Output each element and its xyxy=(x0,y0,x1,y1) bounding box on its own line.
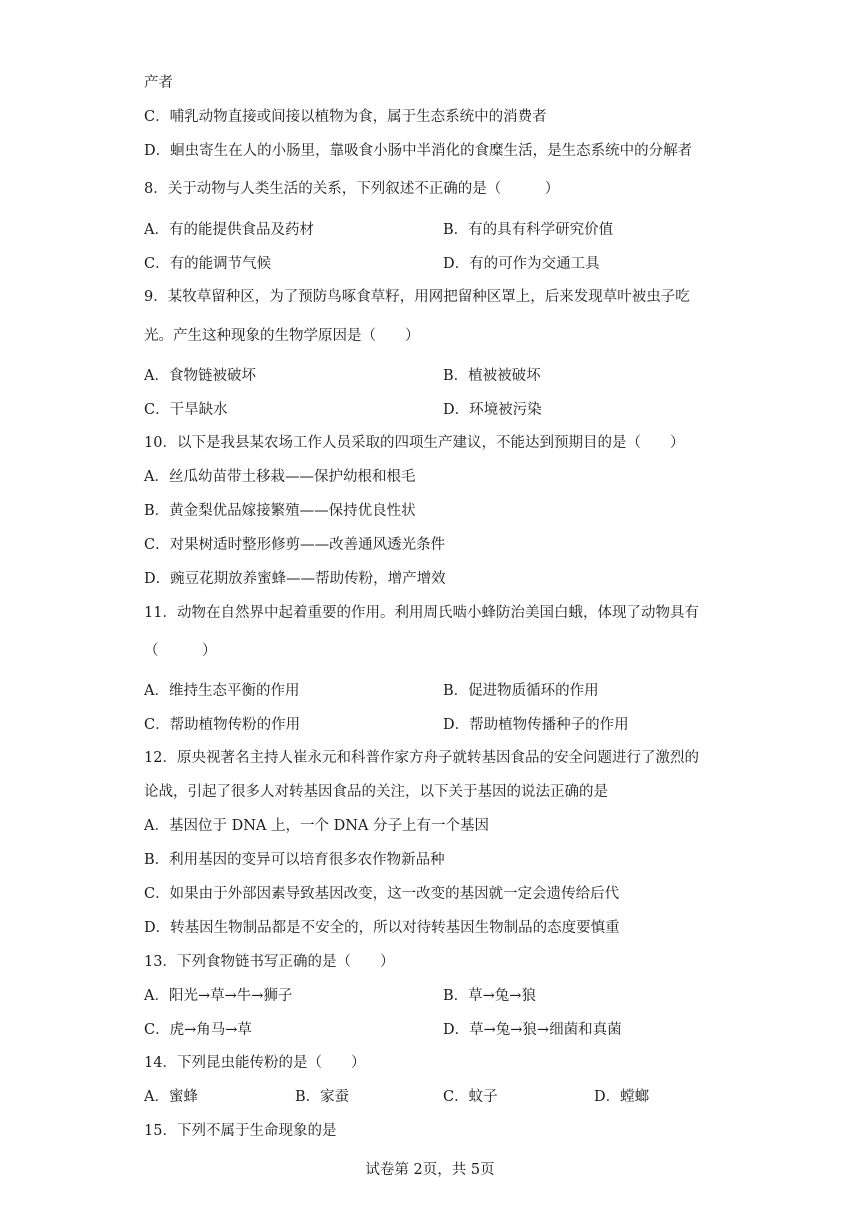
option-d: D．有的可作为交通工具 xyxy=(443,256,600,272)
question-9-cont: 光。产生这种现象的生物学原因是（ ） xyxy=(144,328,420,344)
option-d: D．转基因生物制品都是不安全的，所以对待转基因生物制品的态度要慎重 xyxy=(144,920,620,936)
question-11: 11．动物在自然界中起着重要的作用。利用周氏啮小蜂防治美国白蛾，体现了动物具有 xyxy=(144,605,699,621)
page-footer: 试卷第 2页，共 5页 xyxy=(365,1162,495,1178)
option-c: C．如果由于外部因素导致基因改变，这一改变的基因就一定会遗传给后代 xyxy=(144,886,620,902)
question-10: 10．以下是我县某农场工作人员采取的四项生产建议，不能达到预期目的是（ ） xyxy=(144,435,685,451)
question-12-cont: 论战，引起了很多人对转基因食品的关注，以下关于基因的说法正确的是 xyxy=(144,784,608,800)
option-d: D．帮助植物传播种子的作用 xyxy=(443,717,629,733)
question-14: 14．下列昆虫能传粉的是（ ） xyxy=(144,1055,366,1071)
option-a: A．基因位于 DNA 上，一个 DNA 分子上有一个基因 xyxy=(144,818,489,834)
option-a: A．食物链被破坏 xyxy=(144,368,256,384)
option-b: B．利用基因的变异可以培育很多农作物新品种 xyxy=(144,852,445,868)
option-c: C．蚊子 xyxy=(443,1089,498,1105)
option-a: A．维持生态平衡的作用 xyxy=(144,683,300,699)
question-13: 13．下列食物链书写正确的是（ ） xyxy=(144,954,395,970)
option-d: D．豌豆花期放养蜜蜂——帮助传粉，增产增效 xyxy=(144,571,446,587)
option-d: D．环境被污染 xyxy=(443,402,542,418)
option-b: B．黄金梨优品嫁接繁殖——保持优良性状 xyxy=(144,503,416,519)
option-a: A．阳光→草→牛→狮子 xyxy=(144,988,293,1004)
option-c: C．干旱缺水 xyxy=(144,402,228,418)
question-9: 9．某牧草留种区，为了预防鸟啄食草籽，用网把留种区罩上，后来发现草叶被虫子吃 xyxy=(144,289,690,305)
option-b: B．家蚕 xyxy=(295,1089,350,1105)
option-c: C．对果树适时整形修剪——改善通风透光条件 xyxy=(144,537,446,553)
option-d: D．螳螂 xyxy=(594,1089,650,1105)
option-b: B．有的具有科学研究价值 xyxy=(443,222,614,238)
option-b: B．植被被破坏 xyxy=(443,368,541,384)
option-b: B．草→兔→狼 xyxy=(443,988,536,1004)
option-a: A．有的能提供食品及药材 xyxy=(144,222,314,238)
option-c: C．哺乳动物直接或间接以植物为食，属于生态系统中的消费者 xyxy=(144,109,547,125)
option-c: C．虎→角马→草 xyxy=(144,1022,252,1038)
option-c: C．帮助植物传粉的作用 xyxy=(144,717,301,733)
text-line: 产者 xyxy=(144,75,173,91)
option-c: C．有的能调节气候 xyxy=(144,256,272,272)
option-b: B．促进物质循环的作用 xyxy=(443,683,599,699)
option-d: D．草→兔→狼→细菌和真菌 xyxy=(443,1022,622,1038)
question-12: 12．原央视著名主持人崔永元和科普作家方舟子就转基因食品的安全问题进行了激烈的 xyxy=(144,750,699,766)
question-11-cont: （ ） xyxy=(144,643,217,659)
question-8: 8．关于动物与人类生活的关系，下列叙述不正确的是（ ） xyxy=(144,181,560,197)
option-a: A．丝瓜幼苗带土移栽——保护幼根和根毛 xyxy=(144,469,416,485)
question-15: 15．下列不属于生命现象的是 xyxy=(144,1123,337,1139)
option-a: A．蜜蜂 xyxy=(144,1089,198,1105)
option-d: D．蛔虫寄生在人的小肠里，靠吸食小肠中半消化的食糜生活，是生态系统中的分解者 xyxy=(144,143,693,159)
